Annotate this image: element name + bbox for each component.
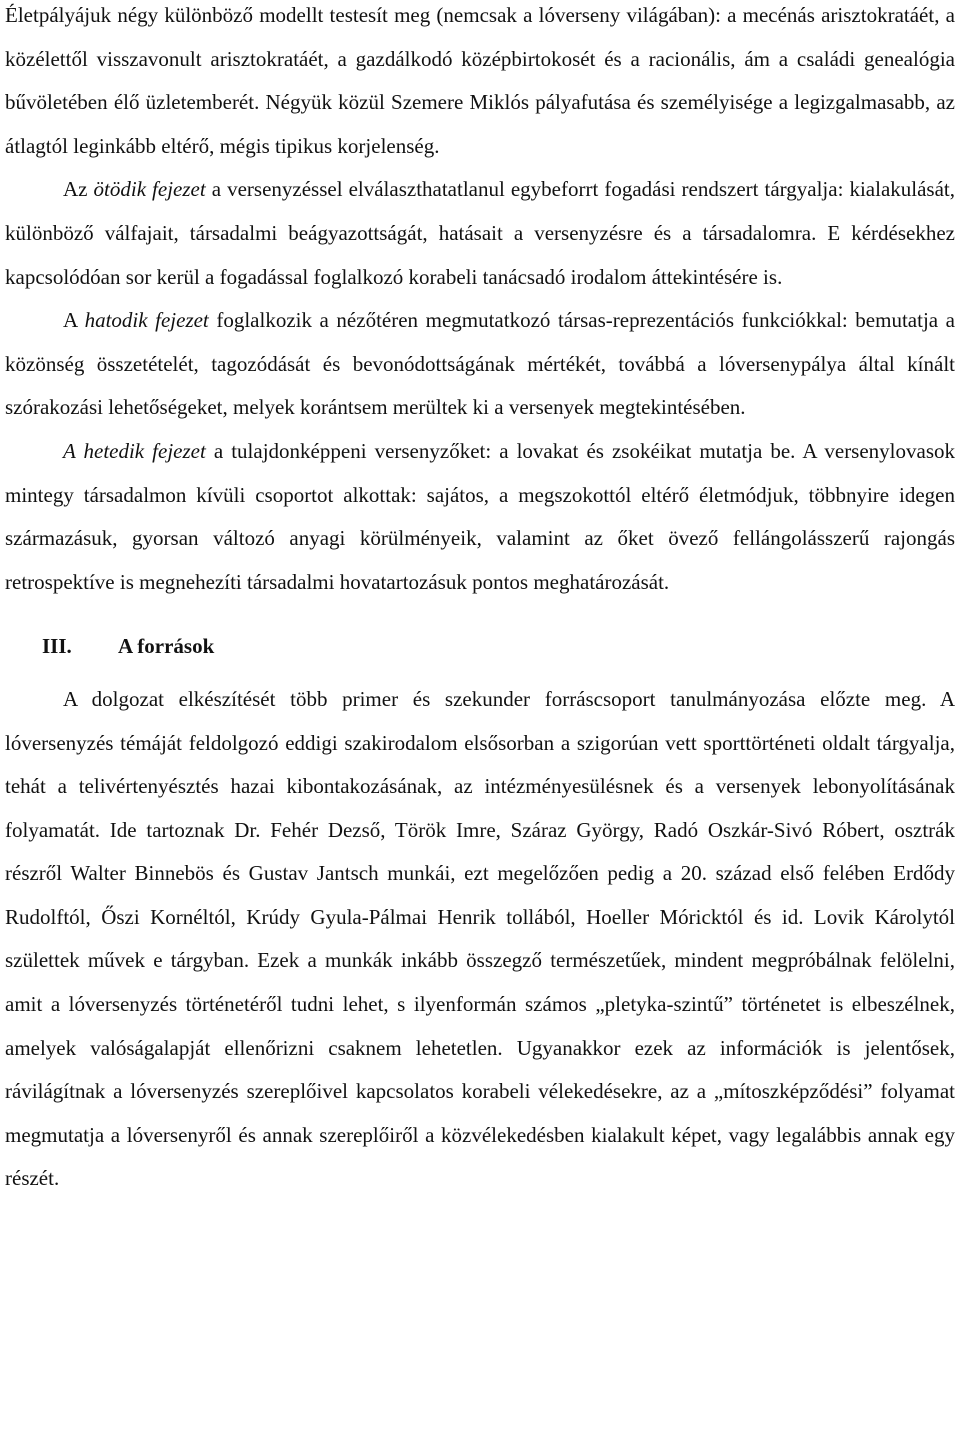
section-heading: [42, 625, 955, 669]
paragraph-text: A dolgozat elkészítését több primer és szekunder forráscsoport tanulmányozása előzte meg. A lóversenyzés témáját feldolgozó eddigi szakirodalom elsősorban a szigorúan vett sporttörténeti oldalt tárgyalja, tehát a telivértenyésztés hazai kibontakozásának, az intézményesülésnek és a versenyek lebonyolításának folyamatát. Ide tartoznak Dr. Fehér Dezső, Török Imre, Száraz György, Radó Oszkár-Sivó Róbert, osztrák részről Walter Binnebös és Gustav Jantsch munkái, ezt megelőzően pedig a 20. század első felében Erdődy Rudolftól, Őszi Kornéltól, Krúdy Gyula-Pálmai Henrik tollából, Hoeller Móricktól és id. Lovik Károlytól születtek művek e tárgyban. Ezek a munkák inkább összegző természetűek, mindent megpróbálnak felölelni, amit a lóversenyzés történetéről tudni lehet, s ilyenformán számos „pletyka-szintű” történetet is elbeszélnek, amelyek valóságalapját ellenőrizni csaknem lehetetlen. Ugyanakkor ezek az információk is jelentősek, rávilágítnak a lóversenyzés szereplőivel kapcsolatos korabeli vélekedésekre, az a „mítoszképződési” folyamat megmutatja a lóversenyről és annak szereplőiről a közvélekedésben kialakult képet, vagy legalábbis annak egy részét.: [5, 686, 955, 1191]
paragraph-text: Az: [63, 177, 94, 202]
paragraph-text: Életpályájuk négy különböző modellt testesít meg (nemcsak a lóverseny világában): a mecénás arisztokratáét, a közélettől visszavonult arisztokratáét, a gazdálkodó középbirtokosét és a racionális, ám a családi genealógia bűvöletében élő üzletemberét. Négyük közül Szemere Miklós pályafutása és személyisége a legizgalmasabb, az átlagtól leginkább eltérő, mégis tipikus korjelenség.: [5, 3, 955, 158]
chapter-reference: ötödik fejezet: [93, 177, 206, 202]
paragraph-sixth-chapter: [5, 299, 955, 430]
paragraph-sources: [5, 678, 955, 1201]
paragraph-text: A: [63, 308, 85, 333]
paragraph-seventh-chapter: [5, 430, 955, 604]
paragraph-text: a tulajdonképpeni versenyzőket: a lovakat és zsokéikat mutatja be. A versenylovasok mintegy társadalmon kívüli csoportot alkottak: sajátos, a megszokottól eltérő életmódjuk, többnyire idegen származásuk, gyorsan változó anyagi körülményeik, valamint az őket övező fellángolásszerű rajongás retrospektíve is megnehezíti társadalmi hovatartozásuk pontos meghatározását.: [5, 438, 956, 594]
document-page: [5, 0, 955, 1201]
paragraph-text: foglalkozik a nézőtéren megmutatkozó társas-reprezentációs funkciókkal: bemutatja a közönség összetételét, tagozódását és bevonódottságának mértékét, továbbá a lóversenypálya által kínált szórakozási lehetőségeket, melyek korántsem merültek ki a versenyek megtekintésében.: [5, 308, 955, 420]
paragraph-career-models: [5, 0, 955, 168]
paragraph-fifth-chapter: [5, 168, 955, 299]
chapter-reference: A hetedik fejezet: [63, 438, 206, 463]
chapter-reference: hatodik fejezet: [84, 308, 209, 333]
section-title: A források: [118, 634, 215, 659]
section-number: III.: [42, 634, 72, 659]
paragraph-text: a versenyzéssel elválaszthatatlanul egybeforrt fogadási rendszert tárgyalja: kialakulását, különböző válfajait, társadalmi beágyazottságát, hatásait a versenyzésre és a társadalomra. E kérdésekhez kapcsolódóan sor kerül a fogadással foglalkozó korabeli tanácsadó irodalom áttekintésére is.: [5, 177, 955, 289]
